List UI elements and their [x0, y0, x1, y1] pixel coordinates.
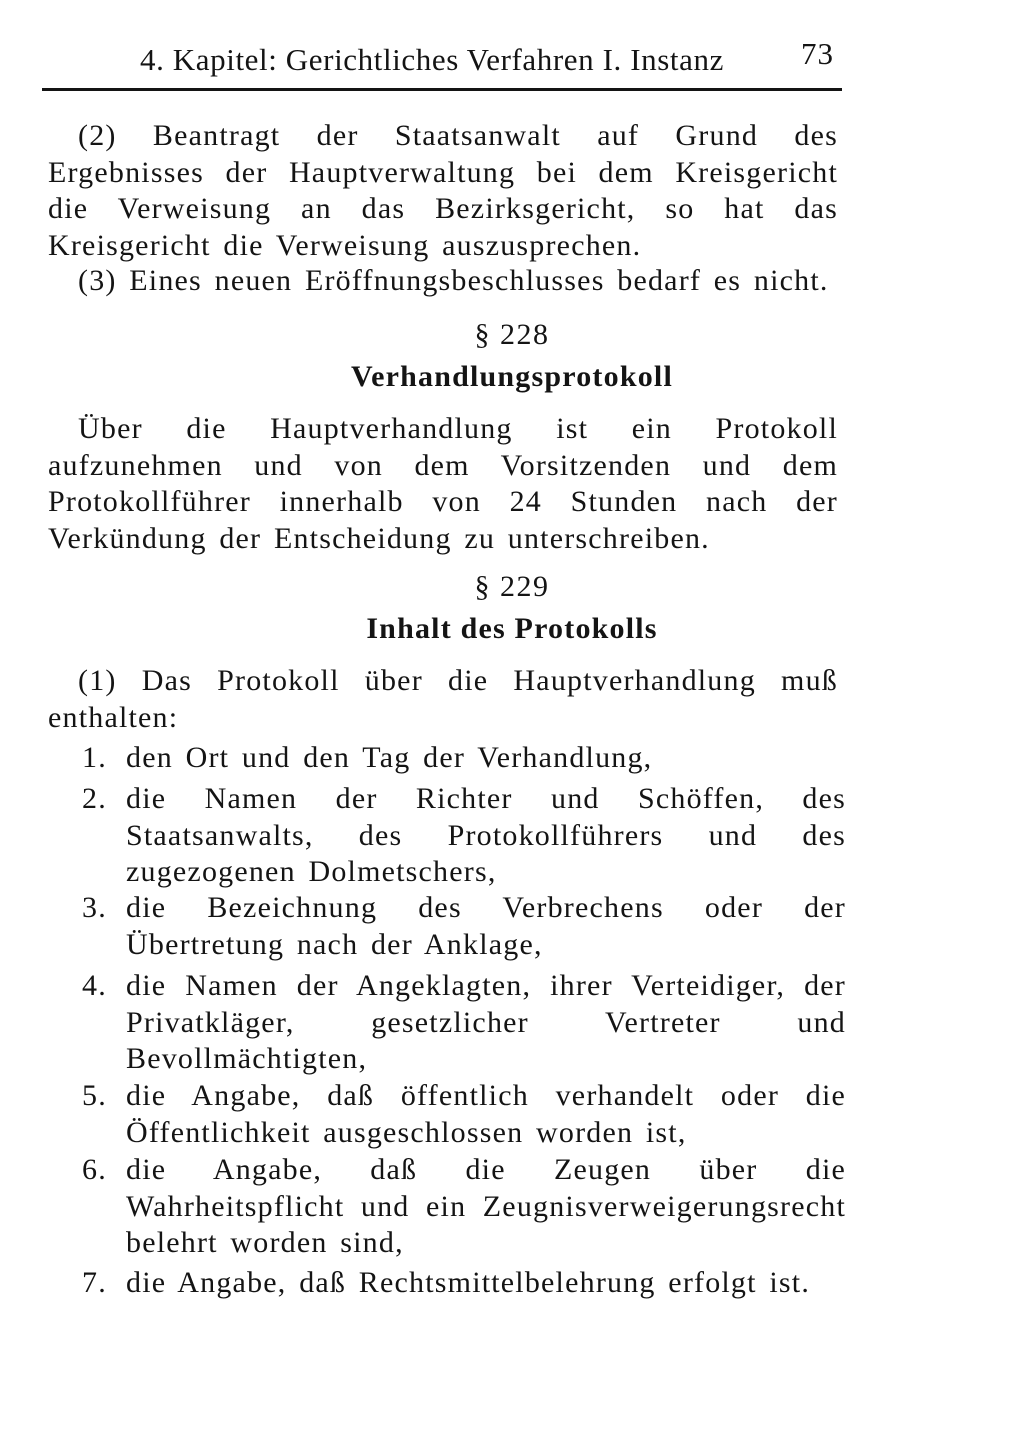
section-229-title: Inhalt des Protokolls — [366, 612, 658, 645]
page-number: 73 — [801, 36, 834, 71]
paragraph-3: (3) Eines neuen Eröffnungsbeschlusses bedarf es nicht. — [78, 264, 829, 297]
list-item-number: 2. — [82, 782, 107, 815]
page-header — [140, 36, 840, 82]
section-228-title: Verhandlungsprotokoll — [351, 360, 673, 393]
header-rule — [42, 88, 842, 91]
list-item-number: 1. — [82, 741, 107, 774]
list-item-text: die Angabe, daß Rechtsmittelbelehrung erfolgt ist. — [126, 1266, 811, 1299]
section-229-intro: (1) Das Protokoll über die Hauptverhandlung muß enthalten: — [48, 664, 838, 734]
paragraph-2: (2) Beantragt der Staatsanwalt auf Grund des Ergebnisses der Hauptverwaltung bei dem Kreisgericht die Verweisung an das Bezirksgericht, so hat das Kreisgericht die Verweisung auszusprechen. — [48, 119, 838, 262]
list-item-text: die Namen der Richter und Schöffen, des Staatsanwalts, des Protokollführers und des zugezogenen Dolmetschers, — [126, 782, 846, 888]
list-item-text: die Angabe, daß öffentlich verhandelt oder die Öffentlichkeit ausgeschlossen worden ist, — [126, 1079, 846, 1149]
list-item-text: die Namen der Angeklagten, ihrer Verteidiger, der Privatkläger, gesetzlicher Vertreter und Bevollmächtigten, — [126, 969, 846, 1075]
section-228-number: § 228 — [474, 318, 550, 351]
list-item-number: 4. — [82, 969, 107, 1002]
list-item-number: 7. — [82, 1266, 107, 1299]
list-item-text: die Bezeichnung des Verbrechens oder der Übertretung nach der Anklage, — [126, 891, 846, 961]
list-item-text: die Angabe, daß die Zeugen über die Wahrheitspflicht und ein Zeugnisverweigerungsrecht belehrt worden sind, — [126, 1153, 846, 1259]
section-229-number: § 229 — [474, 570, 550, 603]
list-item-number: 5. — [82, 1079, 107, 1112]
list-item-number: 6. — [82, 1153, 107, 1186]
list-item-number: 3. — [82, 891, 107, 924]
list-item-text: den Ort und den Tag der Verhandlung, — [126, 741, 653, 774]
running-title: 4. Kapitel: Gerichtliches Verfahren I. Instanz — [140, 42, 724, 77]
section-228-body: Über die Hauptverhandlung ist ein Protokoll aufzunehmen und von dem Vorsitzenden und dem Protokollführer innerhalb von 24 Stunden nach der Verkündung der Entscheidung zu unterschreiben. — [48, 412, 838, 555]
